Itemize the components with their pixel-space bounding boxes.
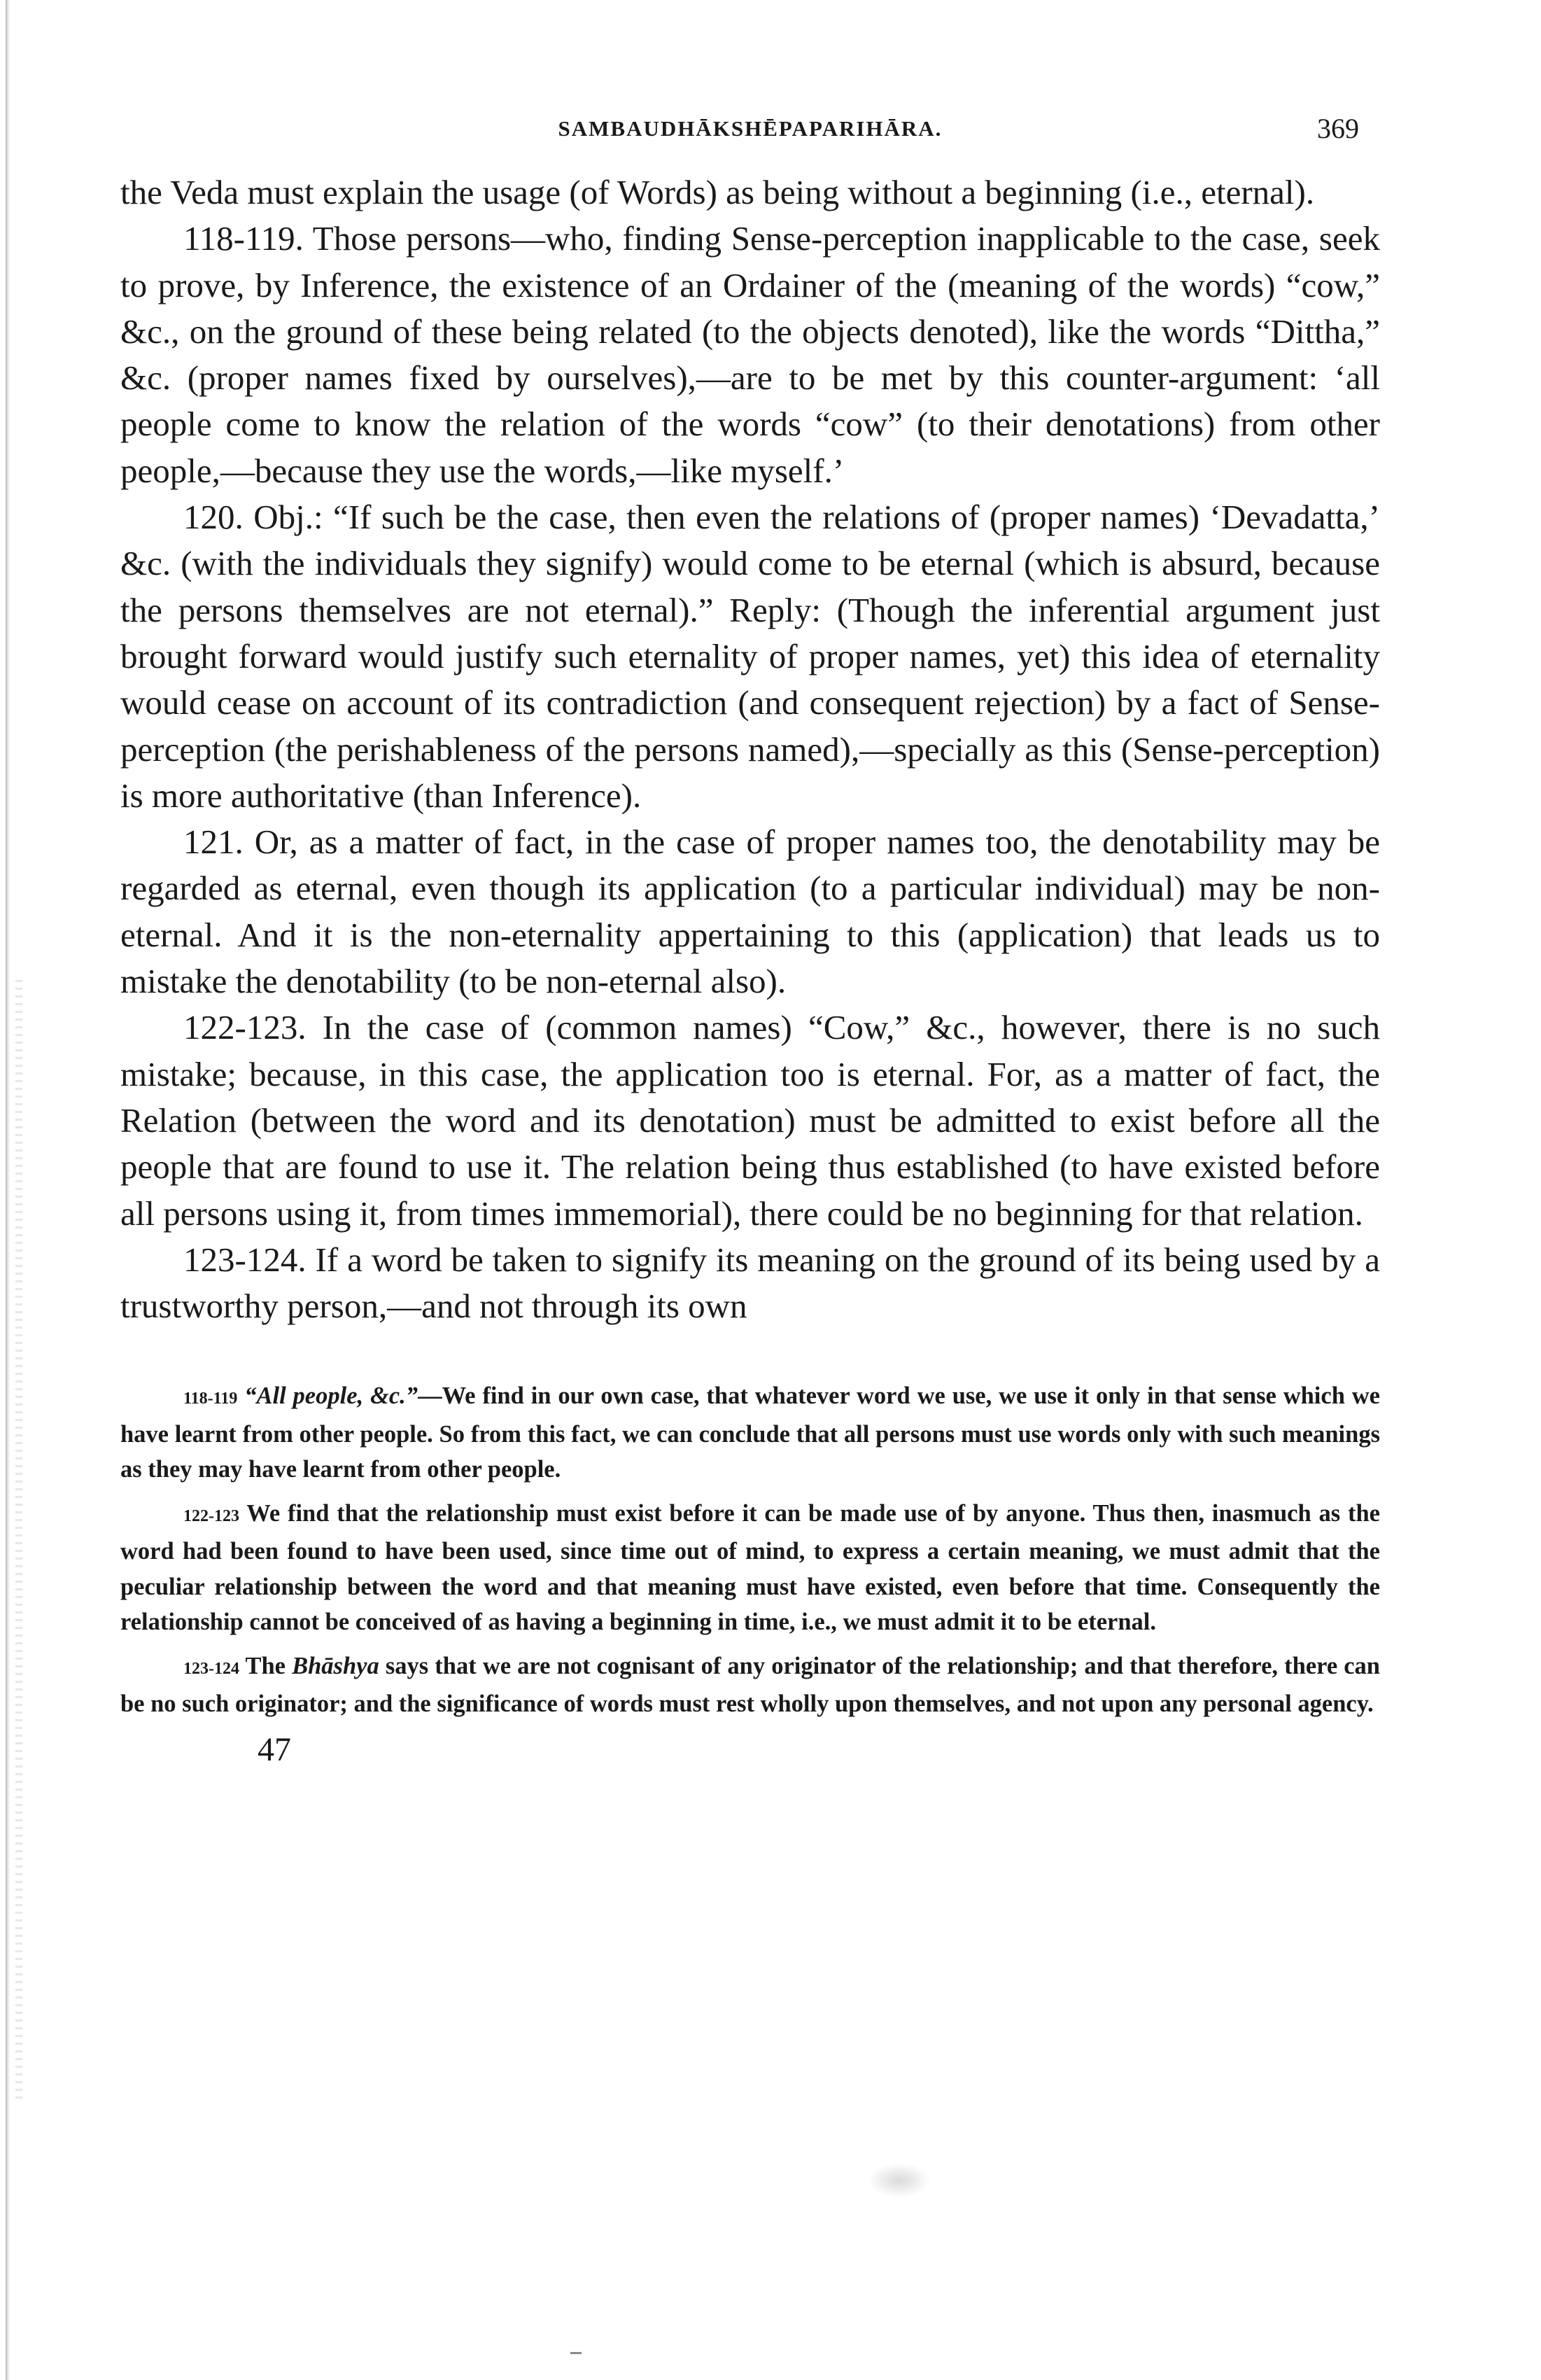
signature-mark: 47: [258, 1730, 291, 1768]
footnote-123-124: [120, 1648, 1380, 1722]
footnote-122-123: [120, 1496, 1380, 1640]
running-title: SAMBAUDHĀKSHĒPAPARIHĀRA.: [558, 116, 943, 141]
footnote-italic: Bhāshya: [292, 1652, 379, 1679]
paragraph-continuation: the Veda must explain the usage (of Words) as being without a beginning (i.e., eternal).: [120, 173, 1315, 211]
footnote-marker: 118-119: [183, 1390, 238, 1408]
footnote-text-a: The: [245, 1652, 293, 1679]
footnotes: [120, 1378, 1380, 1722]
paragraph-123-124: 123-124. If a word be taken to signify its meaning on the ground of its being used by a trustworthy person,—and not through its own: [120, 1240, 1380, 1326]
paragraph-122-123: 122-123. In the case of (common names) “Cow,” &c., however, there is no such mistake; because, in this case, the application too is eternal. For, as a matter of fact, the Relation (between the word and its denotation) must be admitted to exist before all the people that are found to use it. The relation being thus established (to have existed before all persons using it, from times immemorial), there could be no beginning for that relation.: [120, 1008, 1380, 1233]
footnote-text-b: says that we are not cognisant of any originator of the relationship; and that therefore, there can be no such originator; and the significance of words must rest wholly upon themselves, and not upon any personal agency.: [120, 1652, 1380, 1718]
paragraph-118-119: 118-119. Those persons—who, finding Sense-perception inapplicable to the case, seek to prove, by Inference, the existence of an Ordainer of the (meaning of the words) “cow,” &c., on the ground of these being related (to the objects denoted), like the words “Dittha,” &c. (proper names fixed by ourselves),—are to be met by this counter-argument: ‘all people come to know the relation of the words “cow” (to their denotations) from other people,—because they use the words,—like myself.’: [120, 219, 1380, 490]
footnote-lead: “All people, &c.”: [244, 1382, 418, 1410]
paragraph-121: 121. Or, as a matter of fact, in the case of proper names too, the denotability may be regarded as eternal, even though its application (to a particular individual) may be non-eternal. And it is the non-eternality appertaining to this (application) that leads us to mistake the denotability (to be non-eternal also).: [120, 822, 1380, 1001]
footnote-118-119: [120, 1378, 1380, 1488]
footnote-text: —We find in our own case, that whatever word we use, we use it only in that sense which we have learnt from other people. So from this fact, we can conclude that all persons must use words only with such meanings as they may have learnt from other people.: [120, 1382, 1380, 1483]
footnote-text: We find that the relationship must exist before it can be made use of by anyone. Thus then, inasmuch as the word had been found to have been used, since time out of mind, to express a certain meaning, we must admit that the peculiar relationship between the word and that meaning must have existed, even before that time. Consequently the relationship cannot be conceived of as having a beginning in time, i.e., we must admit it to be eternal.: [120, 1499, 1380, 1636]
footnote-marker: 123-124: [183, 1659, 239, 1678]
body-text: [120, 169, 1380, 1329]
scan-binding-shadow: [15, 980, 22, 2100]
page-number: 369: [1317, 113, 1359, 144]
book-page: [120, 105, 1380, 2345]
scan-dash: [570, 2352, 582, 2354]
scan-edge: [6, 0, 10, 2380]
footnote-marker: 122-123: [183, 1506, 239, 1525]
scan-smudge: [868, 2163, 931, 2198]
running-head: [120, 105, 1380, 154]
paragraph-120: 120. Obj.: “If such be the case, then even the relations of (proper names) ‘Devadatta,’ &c. (with the individuals they signify) would come to be eternal (which is absurd, because the persons themselves are not eternal).” Reply: (Though the inferential argument just brought forward would justify such eternality of proper names, yet) this idea of eternality would cease on account of its contradiction (and consequent rejection) by a fact of Sense-perception (the perishableness of the persons named),—specially as this (Sense-perception) is more authoritative (than Inference).: [120, 498, 1380, 815]
